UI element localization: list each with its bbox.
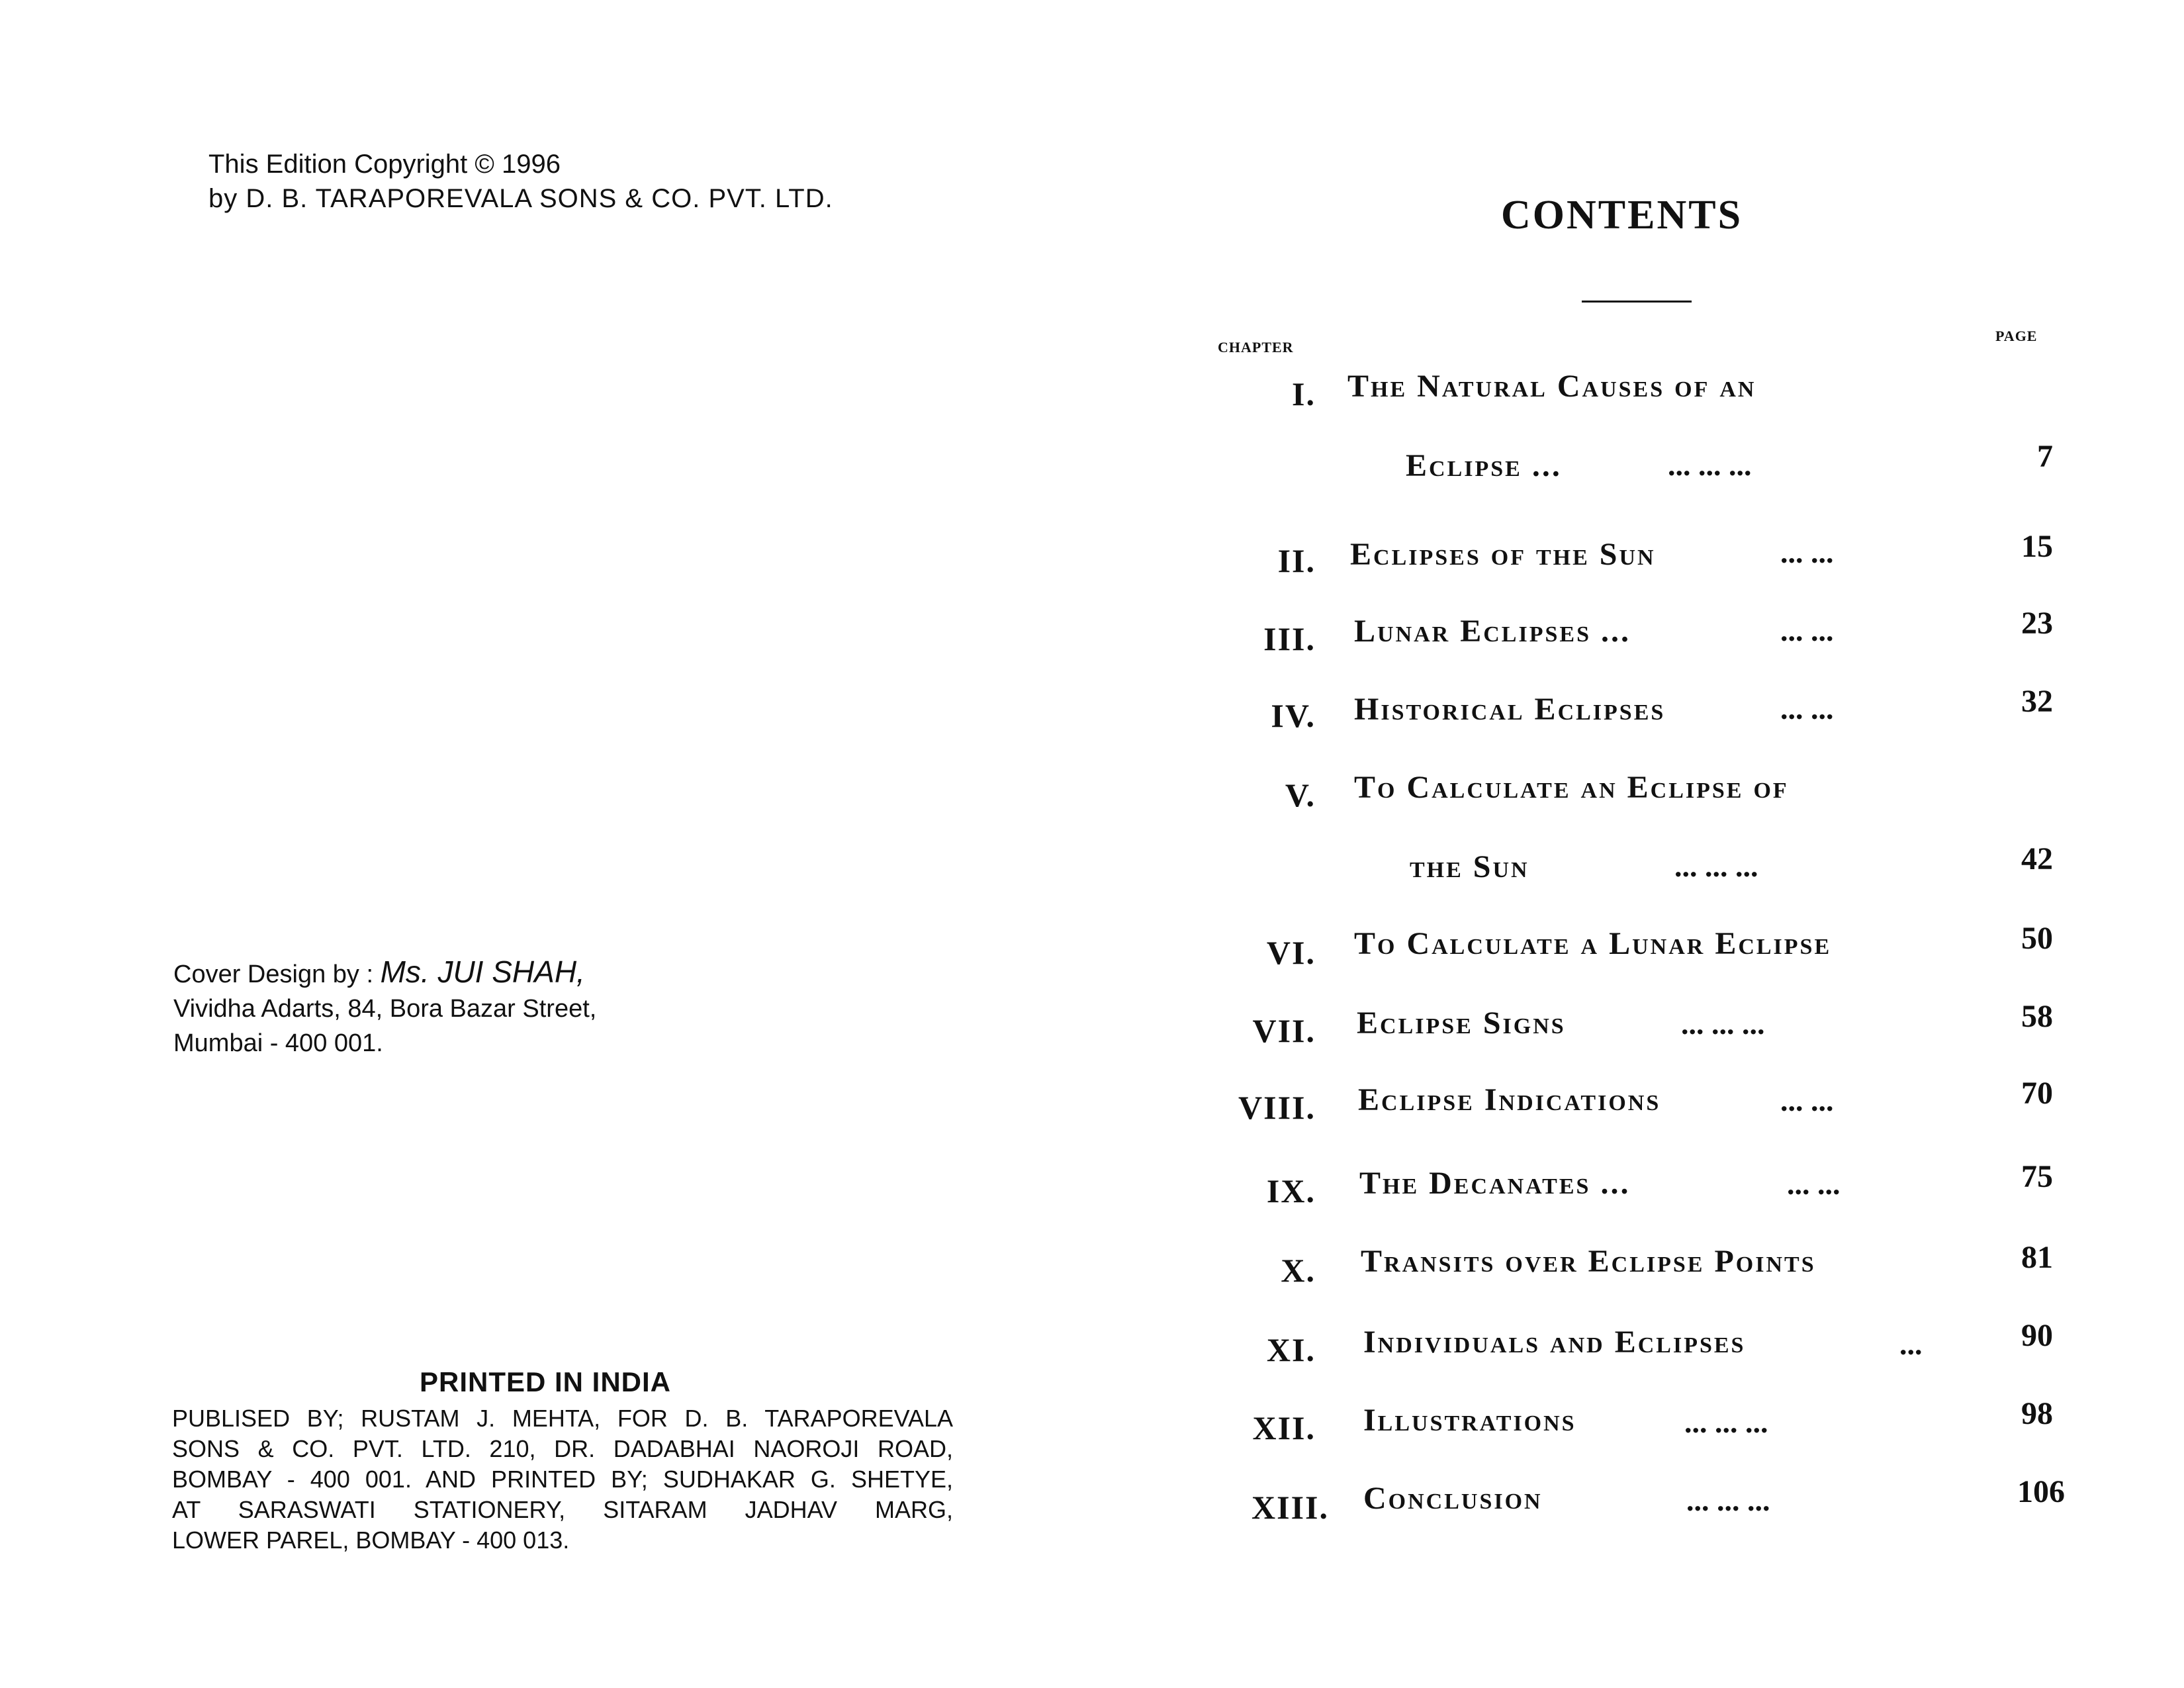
cover-designer-name: Ms. JUI SHAH,	[380, 955, 585, 989]
leader-dots: ... ...	[1780, 614, 1834, 647]
chapter-title: The Decanates ...	[1359, 1166, 1631, 1201]
chapter-title: Eclipses of the Sun	[1350, 537, 1656, 572]
chapter-title: The Natural Causes of an	[1347, 369, 1756, 404]
leader-dots: ... ... ...	[1684, 1405, 1768, 1439]
publisher-line: AT SARASWATI STATIONERY, SITARAM JADHAV MARG,	[172, 1496, 953, 1523]
cover-design-label: Cover Design by :	[173, 961, 381, 988]
chapter-column-header: CHAPTER	[1218, 339, 1294, 355]
chapter-page: 7	[2037, 439, 2053, 474]
cover-design-credit	[173, 955, 596, 1060]
chapter-page: 32	[2021, 684, 2053, 719]
page-column-header: PAGE	[1995, 328, 2038, 344]
chapter-numeral: VI.	[1266, 934, 1316, 971]
publisher-line: SONS & CO. PVT. LTD. 210, DR. DADABHAI NAOROJI ROAD,	[172, 1435, 953, 1462]
chapter-numeral: XIII.	[1251, 1489, 1329, 1526]
chapter-page: 70	[2021, 1076, 2053, 1111]
leader-dots: ... ...	[1787, 1167, 1841, 1201]
title-divider	[1582, 301, 1692, 303]
chapter-numeral: V.	[1285, 776, 1316, 814]
chapter-numeral: II.	[1277, 542, 1316, 579]
chapter-title-continued: the Sun	[1410, 849, 1529, 884]
leader-dots: ... ... ...	[1668, 448, 1752, 482]
chapter-title: Illustrations	[1363, 1403, 1576, 1438]
chapter-title: Historical Eclipses	[1354, 692, 1666, 727]
publisher-line: BOMBAY - 400 001. AND PRINTED BY; SUDHAKAR G. SHETYE,	[172, 1466, 953, 1493]
chapter-title-continued: Eclipse ...	[1406, 448, 1562, 483]
chapter-title: Eclipse Indications	[1358, 1082, 1661, 1117]
chapter-page: 50	[2021, 921, 2053, 956]
chapter-page: 98	[2021, 1396, 2053, 1431]
chapter-page: 23	[2021, 606, 2053, 641]
leader-dots: ... ...	[1780, 536, 1834, 569]
chapter-title: Lunar Eclipses ...	[1354, 614, 1631, 649]
chapter-page: 90	[2021, 1318, 2053, 1353]
chapter-numeral: IX.	[1266, 1172, 1316, 1209]
chapter-page: 75	[2021, 1159, 2053, 1194]
chapter-page: 42	[2021, 841, 2053, 876]
chapter-numeral: XI.	[1266, 1331, 1316, 1368]
chapter-title: Conclusion	[1363, 1481, 1543, 1516]
chapter-page: 106	[2017, 1474, 2065, 1509]
cover-design-line	[173, 955, 596, 992]
chapter-numeral: I.	[1292, 375, 1316, 412]
printed-in-heading: PRINTED IN INDIA	[420, 1366, 672, 1397]
leader-dots: ...	[1899, 1327, 1923, 1361]
chapter-page: 58	[2021, 999, 2053, 1034]
chapter-numeral: X.	[1281, 1252, 1316, 1289]
chapter-numeral: XII.	[1252, 1409, 1316, 1446]
chapter-title: Individuals and Eclipses	[1363, 1325, 1746, 1360]
chapter-title: To Calculate a Lunar Eclipse	[1354, 926, 1832, 961]
cover-address-line: Vividha Adarts, 84, Bora Bazar Street,	[173, 995, 597, 1023]
chapter-page: 15	[2021, 529, 2053, 564]
chapter-numeral: IV.	[1271, 697, 1316, 734]
leader-dots: ... ... ...	[1686, 1483, 1770, 1517]
chapter-numeral: VII.	[1252, 1012, 1316, 1049]
publisher-block	[172, 1403, 953, 1556]
chapter-title: Eclipse Signs	[1357, 1006, 1566, 1041]
chapter-title: To Calculate an Eclipse of	[1354, 770, 1789, 805]
chapter-numeral: III.	[1263, 620, 1316, 657]
cover-address-city: Mumbai - 400 001.	[173, 1029, 383, 1057]
chapter-title: Transits over Eclipse Points	[1361, 1244, 1816, 1279]
publisher-line: PUBLISED BY; RUSTAM J. MEHTA, FOR D. B. TARAPOREVALA	[172, 1405, 953, 1432]
chapter-numeral: VIII.	[1238, 1089, 1316, 1126]
copyright-notice	[208, 147, 833, 216]
contents-title: CONTENTS	[1501, 193, 1743, 238]
leader-dots: ... ...	[1780, 692, 1834, 726]
leader-dots: ... ... ...	[1674, 849, 1758, 883]
copyright-line: This Edition Copyright © 1996	[208, 150, 561, 179]
chapter-page: 81	[2021, 1240, 2053, 1275]
copyright-publisher-line: by D. B. TARAPOREVALA SONS & CO. PVT. LTD.	[208, 184, 833, 213]
publisher-line: LOWER PAREL, BOMBAY - 400 013.	[172, 1526, 570, 1554]
leader-dots: ... ...	[1780, 1084, 1834, 1117]
leader-dots: ... ... ...	[1681, 1007, 1765, 1041]
